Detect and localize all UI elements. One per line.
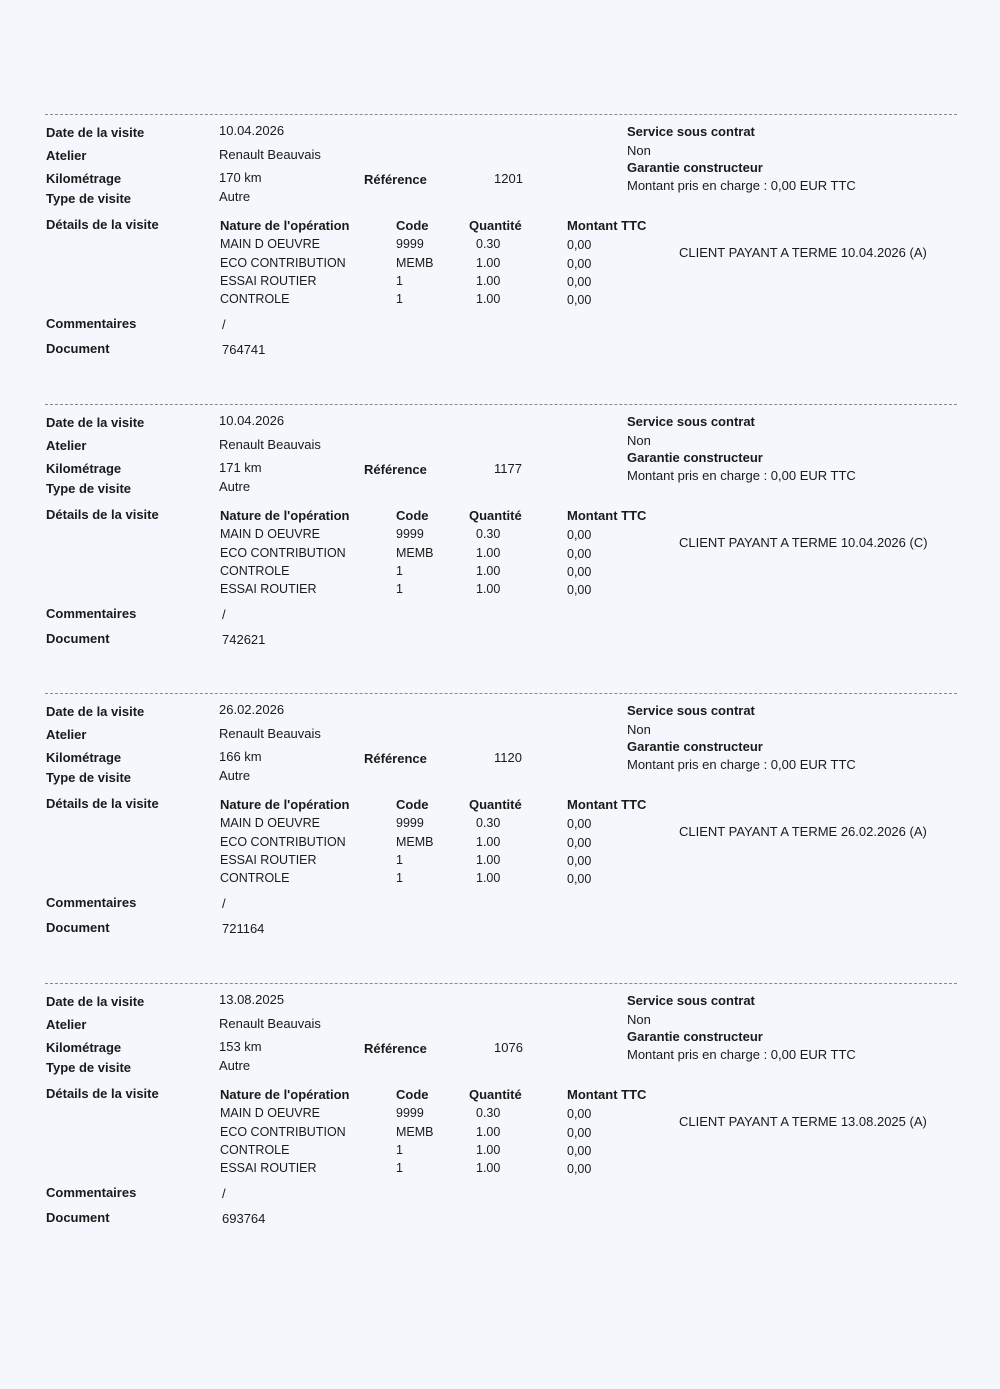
document-value: 764741 (222, 342, 266, 357)
garantie-label: Garantie constructeur (627, 160, 763, 175)
kilometrage-label: Kilométrage (46, 461, 122, 476)
operation-quantity: 1.00 (476, 256, 501, 270)
operation-nature: ESSAI ROUTIER (220, 274, 317, 288)
operation-amount: 0,00 (567, 547, 592, 561)
comment-value: / (222, 317, 226, 332)
operation-nature: CONTROLE (220, 1143, 290, 1157)
operation-amount: 0,00 (567, 275, 592, 289)
column-nature: Nature de l'opération (220, 218, 350, 233)
column-quantite: Quantité (469, 1087, 522, 1102)
comment-value: / (222, 896, 226, 911)
document-label: Document (46, 1210, 110, 1225)
type-value: Autre (219, 189, 251, 204)
visit-date: 10.04.2026 (219, 413, 285, 428)
operation-amount: 0,00 (567, 565, 592, 579)
operation-code: 1 (396, 292, 403, 306)
date-label: Date de la visite (46, 704, 145, 719)
column-quantite: Quantité (469, 797, 522, 812)
reference-value: 1201 (494, 171, 523, 186)
visit-block (45, 983, 957, 1273)
atelier-value: Renault Beauvais (219, 1016, 321, 1031)
garantie-label: Garantie constructeur (627, 1029, 763, 1044)
operation-nature: MAIN D OEUVRE (220, 237, 321, 251)
details-label: Détails de la visite (46, 507, 159, 522)
type-label: Type de visite (46, 481, 132, 496)
date-label: Date de la visite (46, 415, 145, 430)
operation-code: 9999 (396, 1106, 424, 1120)
operation-nature: ESSAI ROUTIER (220, 582, 317, 596)
column-montant: Montant TTC (567, 218, 647, 233)
atelier-label: Atelier (46, 438, 87, 453)
visit-date: 13.08.2025 (219, 992, 285, 1007)
kilometrage-value: 170 km (219, 170, 262, 185)
service-contrat-value: Non (627, 1012, 651, 1027)
reference-label: Référence (364, 172, 427, 187)
operation-amount: 0,00 (567, 817, 592, 831)
reference-value: 1120 (494, 750, 522, 765)
atelier-label: Atelier (46, 727, 87, 742)
operation-quantity: 1.00 (476, 1125, 501, 1139)
details-label: Détails de la visite (46, 217, 159, 232)
atelier-value: Renault Beauvais (219, 437, 321, 452)
operation-amount: 0,00 (567, 528, 592, 542)
dashed-separator (45, 404, 957, 405)
document-value: 721164 (222, 921, 265, 936)
operation-quantity: 1.00 (476, 1143, 501, 1157)
service-contrat-label: Service sous contrat (627, 703, 755, 718)
document-label: Document (46, 920, 110, 935)
garantie-value: Montant pris en charge : 0,00 EUR TTC (627, 1047, 856, 1062)
dashed-separator (45, 983, 957, 984)
dashed-separator (45, 114, 957, 115)
comment-value: / (222, 1186, 226, 1201)
date-label: Date de la visite (46, 125, 145, 140)
atelier-label: Atelier (46, 1017, 87, 1032)
garantie-value: Montant pris en charge : 0,00 EUR TTC (627, 757, 856, 772)
column-nature: Nature de l'opération (220, 797, 350, 812)
operation-code: 9999 (396, 527, 424, 541)
operation-nature: ECO CONTRIBUTION (220, 835, 346, 849)
service-contrat-value: Non (627, 722, 651, 737)
operation-nature: CONTROLE (220, 871, 290, 885)
operation-code: 1 (396, 871, 403, 885)
reference-value: 1076 (494, 1040, 523, 1055)
comment-value: / (222, 607, 226, 622)
document-label: Document (46, 341, 110, 356)
column-code: Code (396, 218, 429, 233)
operation-code: MEMB (396, 1125, 434, 1139)
operation-quantity: 1.00 (476, 274, 501, 288)
details-label: Détails de la visite (46, 1086, 159, 1101)
column-code: Code (396, 508, 429, 523)
operation-amount: 0,00 (567, 1107, 592, 1121)
visit-block (45, 404, 957, 694)
operation-code: MEMB (396, 546, 434, 560)
operation-quantity: 1.00 (476, 853, 501, 867)
operation-quantity: 0.30 (476, 816, 501, 830)
column-nature: Nature de l'opération (220, 1087, 350, 1102)
type-label: Type de visite (46, 1060, 132, 1075)
commentaires-label: Commentaires (46, 895, 137, 910)
type-label: Type de visite (46, 191, 132, 206)
operation-amount: 0,00 (567, 257, 592, 271)
operation-code: 1 (396, 274, 403, 288)
reference-value: 1177 (494, 461, 522, 476)
garantie-label: Garantie constructeur (627, 739, 763, 754)
operation-quantity: 1.00 (476, 292, 501, 306)
reference-label: Référence (364, 1041, 427, 1056)
type-value: Autre (219, 768, 251, 783)
visit-date: 26.02.2026 (219, 702, 285, 717)
operation-quantity: 0.30 (476, 237, 501, 251)
operation-code: 1 (396, 582, 403, 596)
kilometrage-label: Kilométrage (46, 171, 122, 186)
operation-code: 9999 (396, 816, 424, 830)
operation-quantity: 1.00 (476, 835, 501, 849)
document-label: Document (46, 631, 110, 646)
atelier-value: Renault Beauvais (219, 726, 321, 741)
operation-nature: MAIN D OEUVRE (220, 1106, 321, 1120)
column-montant: Montant TTC (567, 1087, 647, 1102)
column-nature: Nature de l'opération (220, 508, 350, 523)
service-contrat-value: Non (627, 433, 651, 448)
kilometrage-value: 171 km (219, 460, 262, 475)
operation-quantity: 0.30 (476, 1106, 501, 1120)
visit-block (45, 693, 957, 983)
operation-quantity: 1.00 (476, 564, 501, 578)
column-montant: Montant TTC (567, 508, 647, 523)
kilometrage-label: Kilométrage (46, 1040, 122, 1055)
column-code: Code (396, 1087, 429, 1102)
operation-nature: ECO CONTRIBUTION (220, 1125, 346, 1139)
atelier-label: Atelier (46, 148, 87, 163)
operation-quantity: 1.00 (476, 1161, 501, 1175)
operation-amount: 0,00 (567, 836, 592, 850)
operation-nature: MAIN D OEUVRE (220, 527, 321, 541)
operation-code: 1 (396, 853, 403, 867)
client-payment-note: CLIENT PAYANT A TERME 26.02.2026 (A) (679, 824, 927, 839)
column-montant: Montant TTC (567, 797, 647, 812)
client-payment-note: CLIENT PAYANT A TERME 10.04.2026 (C) (679, 535, 928, 550)
column-quantite: Quantité (469, 218, 522, 233)
operation-amount: 0,00 (567, 293, 592, 307)
operation-code: MEMB (396, 835, 434, 849)
operation-quantity: 1.00 (476, 546, 501, 560)
document-value: 693764 (222, 1211, 266, 1226)
document-value: 742621 (222, 632, 266, 647)
reference-label: Référence (364, 751, 427, 766)
visit-block (45, 114, 957, 404)
operation-code: 1 (396, 564, 403, 578)
operation-amount: 0,00 (567, 1126, 592, 1140)
service-contrat-label: Service sous contrat (627, 124, 755, 139)
type-value: Autre (219, 479, 251, 494)
kilometrage-value: 166 km (219, 749, 262, 764)
operation-code: 9999 (396, 237, 424, 251)
visit-date: 10.04.2026 (219, 123, 285, 138)
service-contrat-label: Service sous contrat (627, 993, 755, 1008)
operation-code: MEMB (396, 256, 434, 270)
kilometrage-label: Kilométrage (46, 750, 122, 765)
operation-code: 1 (396, 1143, 403, 1157)
operation-nature: ECO CONTRIBUTION (220, 546, 346, 560)
operation-code: 1 (396, 1161, 403, 1175)
dashed-separator (45, 693, 957, 694)
operation-amount: 0,00 (567, 872, 592, 886)
operation-nature: CONTROLE (220, 292, 290, 306)
operation-nature: ECO CONTRIBUTION (220, 256, 346, 270)
atelier-value: Renault Beauvais (219, 147, 321, 162)
column-quantite: Quantité (469, 508, 522, 523)
date-label: Date de la visite (46, 994, 145, 1009)
column-code: Code (396, 797, 429, 812)
client-payment-note: CLIENT PAYANT A TERME 10.04.2026 (A) (679, 245, 927, 260)
operation-nature: CONTROLE (220, 564, 290, 578)
operation-quantity: 1.00 (476, 871, 501, 885)
operation-amount: 0,00 (567, 238, 592, 252)
details-label: Détails de la visite (46, 796, 159, 811)
commentaires-label: Commentaires (46, 316, 137, 331)
operation-quantity: 1.00 (476, 582, 501, 596)
garantie-value: Montant pris en charge : 0,00 EUR TTC (627, 178, 856, 193)
garantie-label: Garantie constructeur (627, 450, 763, 465)
type-label: Type de visite (46, 770, 132, 785)
operation-quantity: 0.30 (476, 527, 501, 541)
garantie-value: Montant pris en charge : 0,00 EUR TTC (627, 468, 856, 483)
operation-amount: 0,00 (567, 583, 592, 597)
reference-label: Référence (364, 462, 427, 477)
service-contrat-value: Non (627, 143, 651, 158)
operation-nature: ESSAI ROUTIER (220, 1161, 317, 1175)
operation-amount: 0,00 (567, 854, 592, 868)
client-payment-note: CLIENT PAYANT A TERME 13.08.2025 (A) (679, 1114, 927, 1129)
operation-nature: ESSAI ROUTIER (220, 853, 317, 867)
operation-amount: 0,00 (567, 1162, 592, 1176)
service-contrat-label: Service sous contrat (627, 414, 755, 429)
type-value: Autre (219, 1058, 251, 1073)
commentaires-label: Commentaires (46, 1185, 137, 1200)
kilometrage-value: 153 km (219, 1039, 262, 1054)
operation-amount: 0,00 (567, 1144, 592, 1158)
commentaires-label: Commentaires (46, 606, 137, 621)
operation-nature: MAIN D OEUVRE (220, 816, 321, 830)
